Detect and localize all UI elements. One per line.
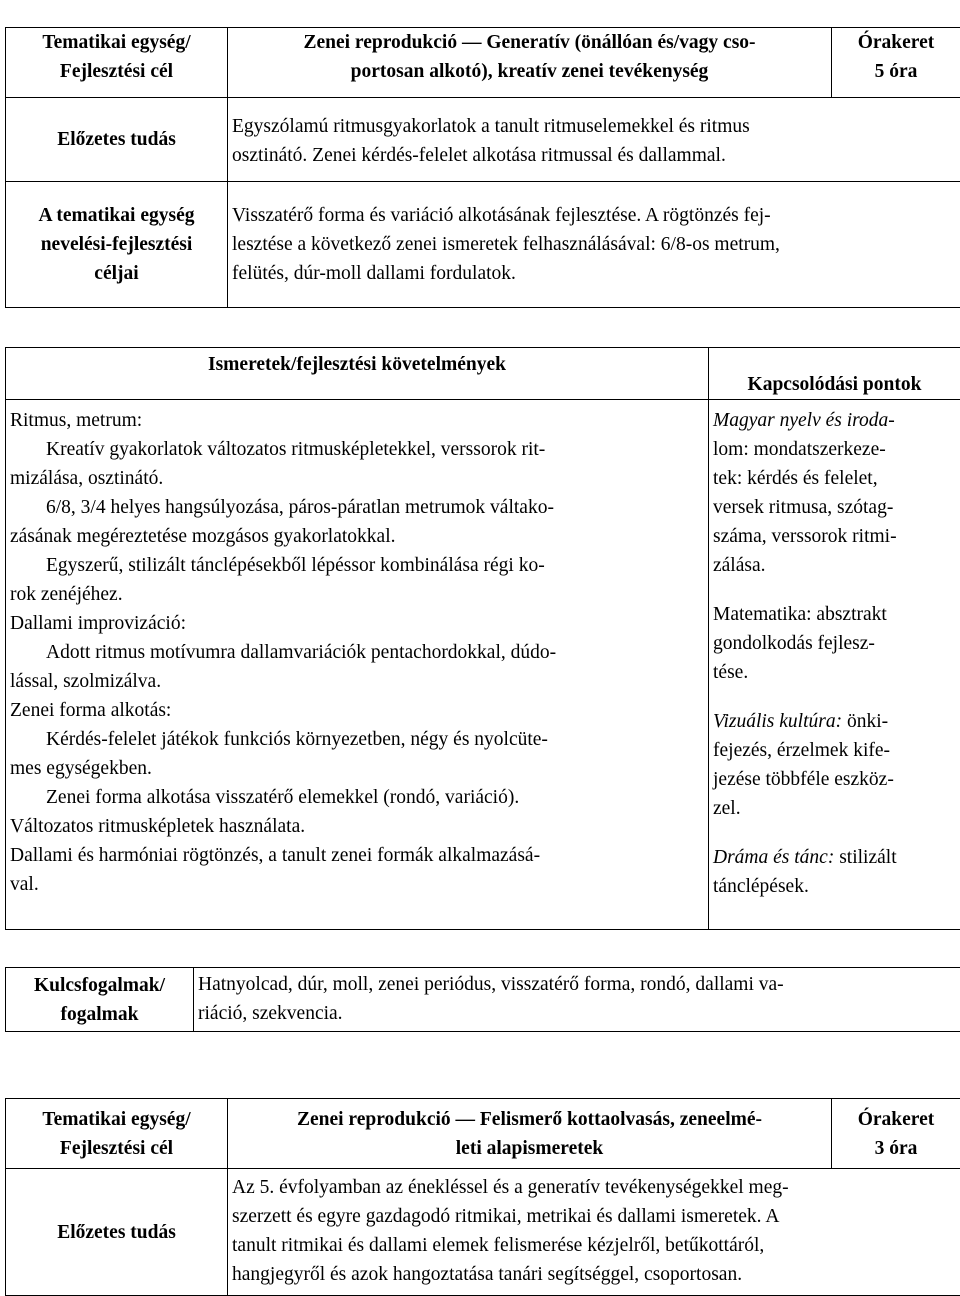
requirement-line: Kreatív gyakorlatok változatos ritmusképletekkel, verssorok rit- — [46, 439, 546, 460]
prior-knowledge-label: Előzetes tudás — [6, 98, 228, 182]
requirement-line: Egyszerű, stilizált tánclépésekből lépéssor kombinálása régi ko- — [46, 555, 545, 576]
connections-header: Kapcsolódási pontok — [709, 348, 960, 400]
prior-knowledge-row — [6, 98, 960, 182]
requirement-line: Kérdés-felelet játékok funkciós környezetben, négy és nyolcüte- — [46, 729, 548, 750]
unit-table-notation — [5, 1098, 960, 1296]
requirement-line: val. — [10, 874, 39, 895]
requirement-line: Változatos ritmusképletek használata. — [10, 816, 306, 837]
unit2-title: Zenei reprodukció — Felismerő kottaolvasás, zeneelmé- leti alapismeretek — [228, 1099, 832, 1169]
prior-knowledge-text: Egyszólamú ritmusgyakorlatok a tanult ritmuselemekkel és ritmus osztinátó. Zenei kérdés-felelet alkotása ritmussal és dallammal. — [228, 98, 960, 182]
unit2-prior-knowledge-row — [6, 1169, 960, 1296]
requirements-table — [5, 347, 960, 930]
requirement-line: lással, szolmizálva. — [10, 671, 162, 692]
unit2-label: Tematikai egység/ Fejlesztési cél — [6, 1099, 228, 1169]
keywords-label: Kulcsfogalmak/ fogalmak — [6, 968, 194, 1032]
unit2-hours-cell: Órakeret 3 óra — [832, 1099, 960, 1169]
unit2-header-row — [6, 1099, 960, 1169]
keywords-text: Hatnyolcad, dúr, moll, zenei periódus, visszatérő forma, rondó, dallami va- riáció, szekvencia. — [194, 968, 960, 1032]
connections-list: Magyar nyelv és iroda- lom: mondatszerkeze- tek: kérdés és felelet, versek ritmusa, szótag- száma, verssorok ritmi- zálása. Matematika: absztrakt gondolkodás fejlesz- tése. Vizuális kultúra: önki- fejezés, érzelmek kife- jezése többféle eszköz- zel. Dráma és tánc: stilizált tánclépések. — [709, 400, 960, 930]
requirements-list — [6, 400, 709, 930]
goals-label: A tematikai egység nevelési-fejlesztési céljai — [6, 182, 228, 308]
goals-row — [6, 182, 960, 308]
goals-text: Visszatérő forma és variáció alkotásának fejlesztése. A rögtönzés fej- lesztése a következő zenei ismeretek felhasználásával: 6/8-os metrum, felütés, dúr-moll dallami fordulatok. — [228, 182, 960, 308]
keywords-row — [6, 968, 960, 1032]
connection-magyar: Magyar nyelv és iroda- — [713, 410, 895, 431]
requirement-line: Ritmus, metrum: — [10, 410, 143, 431]
requirement-line: rok zenéjéhez. — [10, 584, 123, 605]
unit-table-generative — [5, 27, 960, 308]
connection-matek: Matematika: absztrakt — [713, 604, 887, 625]
requirement-line: Dallami improvizáció: — [10, 613, 186, 634]
keywords-table — [5, 967, 960, 1032]
unit-header-row — [6, 28, 960, 98]
requirement-line: mizálása, osztinátó. — [10, 468, 164, 489]
unit2-prior-knowledge-text: Az 5. évfolyamban az énekléssel és a generatív tevékenységekkel meg- szerzett és egyre gazdagodó ritmikai, metrikai és dallami ismeretek. A tanult ritmikai és dallami elemek felismerése kézjelről, betűkottáról, hangjegyről és azok hangoztatása tanári segítséggel, csoportosan. — [228, 1169, 960, 1296]
connection-vizualis: Vizuális kultúra: önki- — [713, 711, 889, 732]
requirement-line: Adott ritmus motívumra dallamvariációk pentachordokkal, dúdo- — [46, 642, 557, 663]
hours-cell: Órakeret 5 óra — [832, 28, 960, 98]
unit-label: Tematikai egység/ Fejlesztési cél — [6, 28, 228, 98]
unit-title: Zenei reprodukció — Generatív (önállóan és/vagy cso- portosan alkotó), kreatív zenei tevékenység — [228, 28, 832, 98]
requirements-header: Ismeretek/fejlesztési követelmények — [6, 348, 709, 400]
requirement-line: zásának megéreztetése mozgásos gyakorlatokkal. — [10, 526, 396, 547]
requirements-body-row — [6, 400, 960, 930]
requirement-line: mes egységekben. — [10, 758, 152, 779]
connection-drama: Dráma és tánc: stilizált — [713, 847, 897, 868]
requirement-line: Zenei forma alkotása visszatérő elemekkel (rondó, variáció). — [46, 787, 520, 808]
requirements-header-row — [6, 348, 960, 400]
requirement-line: 6/8, 3/4 helyes hangsúlyozása, páros-páratlan metrumok váltako- — [46, 497, 554, 518]
requirement-line: Dallami és harmóniai rögtönzés, a tanult zenei formák alkalmazásá- — [10, 845, 541, 866]
unit2-prior-knowledge-label: Előzetes tudás — [6, 1169, 228, 1296]
requirement-line: Zenei forma alkotás: — [10, 700, 172, 721]
